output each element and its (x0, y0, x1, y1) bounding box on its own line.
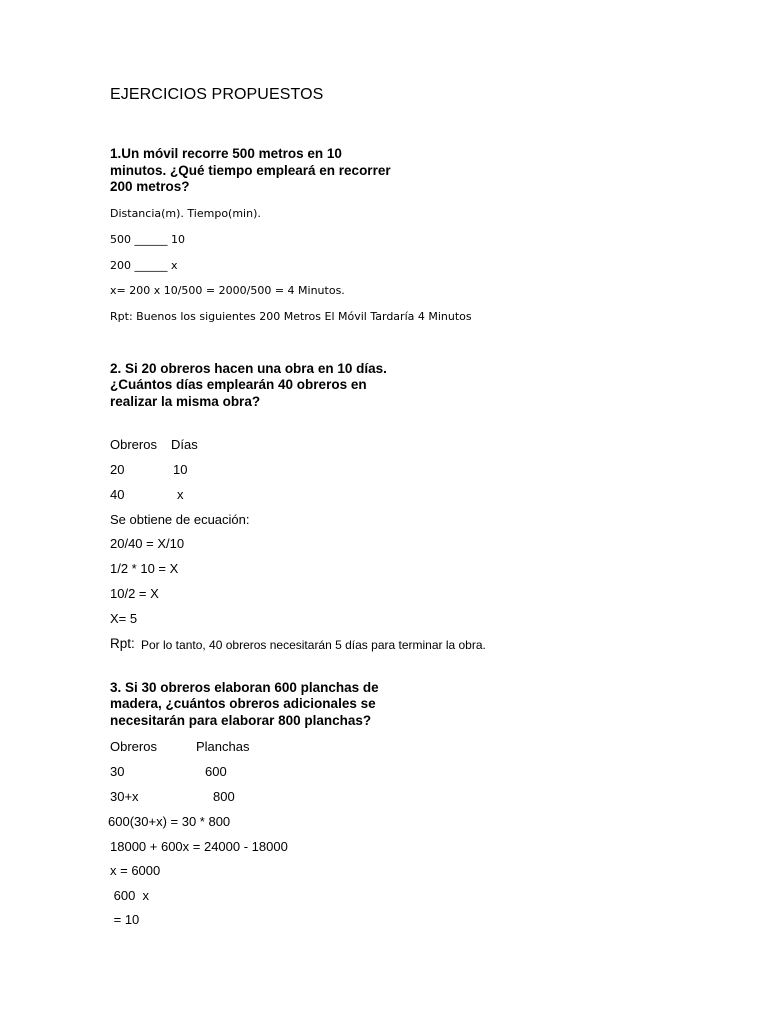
exercise-3-step: 600 x (110, 888, 150, 903)
exercise-2-rpt-label: Rpt: (110, 636, 135, 651)
exercise-1-row-2: 200 ______ x (110, 259, 178, 272)
exercise-1-row-1: 500 ______ 10 (110, 233, 185, 246)
exercise-3-header-planchas: Planchas (196, 739, 250, 754)
exercise-3-row-1-planchas: 600 (205, 764, 227, 779)
exercise-2-question-line-2: ¿Cuántos días emplearán 40 obreros en (110, 377, 367, 392)
exercise-1-question-line-3: 200 metros? (110, 179, 190, 194)
exercise-3-question-line-1: 3. Si 30 obreros elaboran 600 planchas de (110, 680, 379, 695)
exercise-2-step: 20/40 = X/10 (110, 536, 185, 551)
exercise-2-row-2-dias: x (177, 487, 184, 502)
exercise-2-row-1-obreros: 20 (110, 462, 125, 477)
exercise-2-step: Se obtiene de ecuación: (110, 512, 250, 527)
exercise-2-step: X= 5 (110, 611, 138, 626)
exercise-2-header-dias: Días (171, 437, 198, 452)
exercise-3-step: 600(30+x) = 30 * 800 (108, 814, 231, 829)
exercise-1-answer: Rpt: Buenos los siguientes 200 Metros El Móvil Tardaría 4 Minutos (110, 310, 472, 323)
exercise-2-row-2-obreros: 40 (110, 487, 125, 502)
exercise-3-question-line-2: madera, ¿cuántos obreros adicionales se (110, 696, 376, 711)
exercise-2-step: 1/2 * 10 = X (110, 561, 179, 576)
exercise-2-header-obreros: Obreros (110, 437, 157, 452)
page-title: EJERCICIOS PROPUESTOS (110, 86, 324, 103)
exercise-1-question-line-1: 1.Un móvil recorre 500 metros en 10 (110, 146, 342, 161)
exercise-3-question-line-3: necesitarán para elaborar 800 planchas? (110, 713, 372, 728)
exercise-2-answer: Por lo tanto, 40 obreros necesitarán 5 días para terminar la obra. (141, 638, 486, 652)
exercise-3-row-2-obreros: 30+x (110, 789, 139, 804)
exercise-3-step: 18000 + 600x = 24000 - 18000 (110, 839, 288, 854)
exercise-1-header: Distancia(m). Tiempo(min). (110, 207, 261, 220)
exercise-1-question-line-2: minutos. ¿Qué tiempo empleará en recorrer (110, 163, 391, 178)
exercise-3-step: x = 6000 (110, 863, 161, 878)
exercise-3-row-1-obreros: 30 (110, 764, 125, 779)
exercise-3-step: = 10 (110, 912, 140, 927)
exercise-2-step: 10/2 = X (110, 586, 159, 601)
exercise-1-equation: x= 200 x 10/500 = 2000/500 = 4 Minutos. (110, 284, 345, 297)
exercise-2-question-line-1: 2. Si 20 obreros hacen una obra en 10 días. (110, 361, 387, 376)
exercise-2-question-line-3: realizar la misma obra? (110, 394, 261, 409)
exercise-3-header-obreros: Obreros (110, 739, 157, 754)
exercise-2-row-1-dias: 10 (173, 462, 188, 477)
exercise-3-row-2-planchas: 800 (213, 789, 235, 804)
